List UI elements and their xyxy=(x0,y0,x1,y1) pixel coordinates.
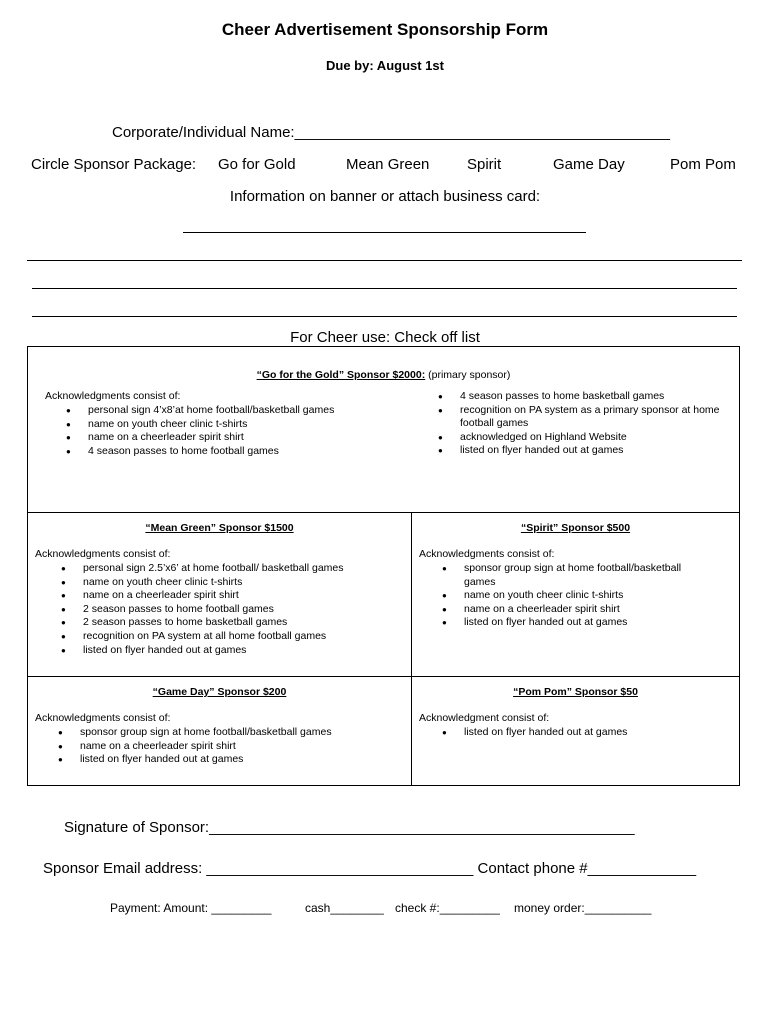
package-spirit[interactable]: Spirit xyxy=(467,156,502,173)
gold-left-list xyxy=(88,404,388,458)
banner-line-1[interactable] xyxy=(183,232,586,233)
banner-line-2[interactable] xyxy=(27,260,742,261)
list-item: ● name on a cheerleader spirit shirt xyxy=(80,740,400,754)
list-item: ● name on a cheerleader spirit shirt xyxy=(88,431,388,445)
cheer-use-label: For Cheer use: Check off list xyxy=(290,329,480,346)
list-item: ● 4 season passes to home football games xyxy=(88,445,388,459)
corporate-name-field[interactable]: Corporate/Individual Name:_____________________________________________ xyxy=(112,124,670,141)
spirit-title xyxy=(412,522,739,534)
mean-green-ack-label: Acknowledgments consist of: xyxy=(35,548,171,560)
list-item: ● name on a cheerleader spirit shirt xyxy=(83,589,403,603)
gold-right-list xyxy=(460,390,720,458)
banner-line-3[interactable] xyxy=(32,288,737,289)
list-item: ● 4 season passes to home basketball games xyxy=(460,390,720,404)
gold-subtitle: (primary sponsor) xyxy=(428,369,511,381)
list-item: ● name on youth cheer clinic t-shirts xyxy=(88,418,388,432)
due-date: Due by: August 1st xyxy=(326,58,444,73)
list-item: ● listed on flyer handed out at games xyxy=(460,444,720,458)
mean-green-sponsor-box xyxy=(27,512,412,677)
spirit-list xyxy=(464,562,714,630)
list-item: ● sponsor group sign at home football/basketball games xyxy=(80,726,400,740)
gold-sponsor-title xyxy=(28,369,739,381)
game-day-title xyxy=(28,686,411,698)
spirit-title-text: “Spirit” Sponsor $500 xyxy=(520,522,631,534)
spirit-ack-label: Acknowledgments consist of: xyxy=(419,548,555,560)
list-item: ● personal sign 4’x8’at home football/basketball games xyxy=(88,404,388,418)
check-number-field[interactable]: check #:_________ xyxy=(395,901,500,915)
list-item: ● recognition on PA system at all home football games xyxy=(83,630,403,644)
list-item: ● listed on flyer handed out at games xyxy=(464,726,714,740)
game-day-list xyxy=(80,726,400,767)
list-item: ● listed on flyer handed out at games xyxy=(464,616,714,630)
mean-green-title-text: “Mean Green” Sponsor $1500 xyxy=(145,522,294,534)
banner-info-label: Information on banner or attach business card: xyxy=(229,188,541,205)
game-day-title-text: “Game Day” Sponsor $200 xyxy=(152,686,287,698)
mean-green-list xyxy=(83,562,403,657)
pom-pom-list xyxy=(464,726,714,740)
banner-line-4[interactable] xyxy=(32,316,737,317)
list-item: ● 2 season passes to home basketball games xyxy=(83,616,403,630)
spirit-sponsor-box xyxy=(411,512,740,677)
package-mean-green[interactable]: Mean Green xyxy=(346,156,430,173)
list-item: ● name on a cheerleader spirit shirt xyxy=(464,603,714,617)
payment-amount-field[interactable]: Payment: Amount: _________ xyxy=(110,901,272,915)
package-pom-pom[interactable]: Pom Pom xyxy=(670,156,736,173)
pom-pom-title-text: “Pom Pom” Sponsor $50 xyxy=(513,686,638,698)
pom-pom-sponsor-box xyxy=(411,676,740,786)
form-title: Cheer Advertisement Sponsorship Form xyxy=(221,20,549,39)
list-item: ● name on youth cheer clinic t-shirts xyxy=(464,589,714,603)
list-item: ● listed on flyer handed out at games xyxy=(83,644,403,658)
list-item: ● acknowledged on Highland Website xyxy=(460,431,720,445)
game-day-ack-label: Acknowledgments consist of: xyxy=(35,712,171,724)
circle-package-label: Circle Sponsor Package: xyxy=(31,156,197,173)
pom-pom-title xyxy=(412,686,739,698)
list-item: ● name on youth cheer clinic t-shirts xyxy=(83,576,403,590)
gold-sponsor-box xyxy=(27,346,740,513)
list-item: ● recognition on PA system as a primary sponsor at home football games xyxy=(460,404,720,431)
pom-pom-ack-label: Acknowledgment consist of: xyxy=(419,712,550,724)
cash-field[interactable]: cash________ xyxy=(305,901,384,915)
list-item: ● 2 season passes to home football games xyxy=(83,603,403,617)
money-order-field[interactable]: money order:__________ xyxy=(514,901,652,915)
game-day-sponsor-box xyxy=(27,676,412,786)
package-game-day[interactable]: Game Day xyxy=(553,156,625,173)
mean-green-title xyxy=(28,522,411,534)
gold-ack-label: Acknowledgments consist of: xyxy=(45,390,181,402)
list-item: ● listed on flyer handed out at games xyxy=(80,753,400,767)
package-go-for-gold[interactable]: Go for Gold xyxy=(218,156,296,173)
list-item: ● sponsor group sign at home football/basketball games xyxy=(464,562,714,589)
gold-title-text: “Go for the Gold” Sponsor $2000: xyxy=(256,369,426,381)
email-phone-field[interactable]: Sponsor Email address: ________________________________ Contact phone #_____________ xyxy=(43,860,697,877)
list-item: ● personal sign 2.5’x6’ at home football/ basketball games xyxy=(83,562,403,576)
signature-field[interactable]: Signature of Sponsor:___________________________________________________ xyxy=(64,819,635,836)
